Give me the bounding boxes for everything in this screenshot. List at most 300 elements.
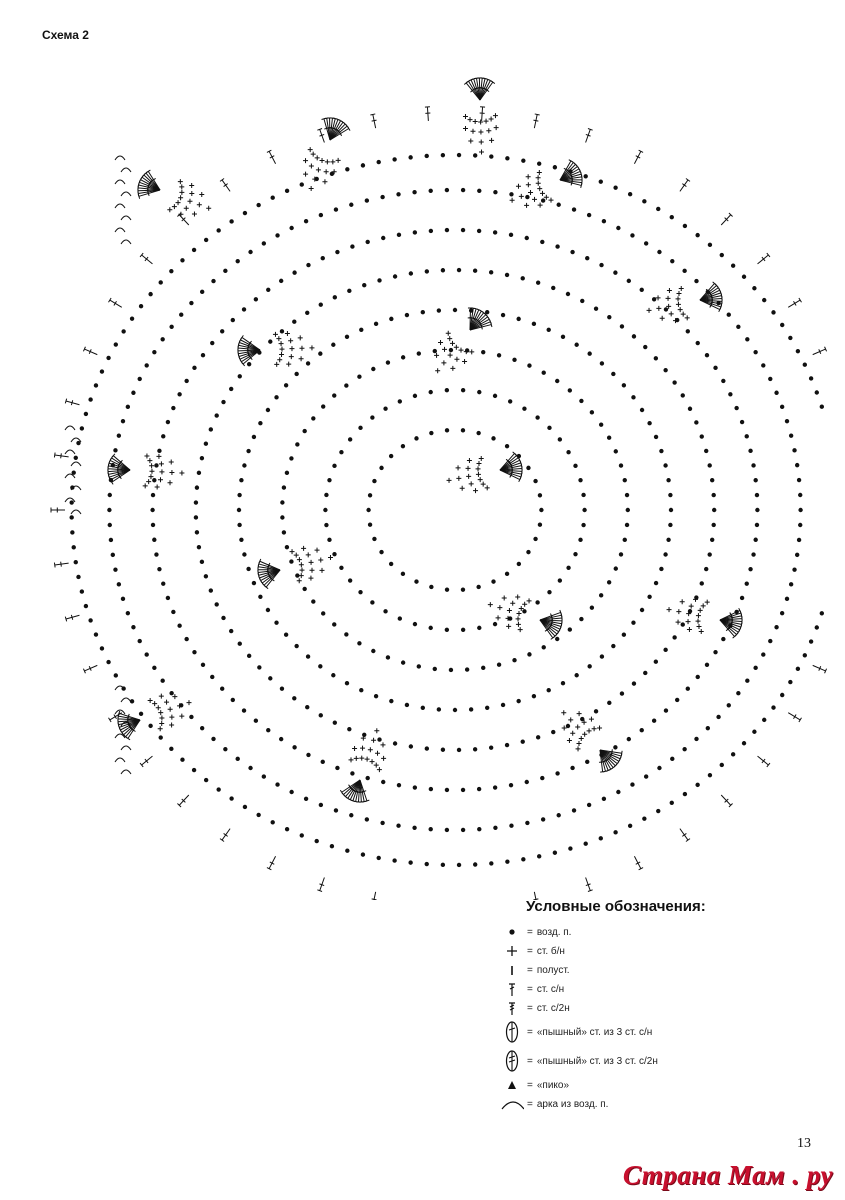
single-crochet — [308, 147, 313, 152]
chain-dot — [304, 220, 307, 223]
chain-dot — [319, 352, 322, 355]
chain-dot-icon — [500, 927, 524, 937]
chain-dot — [534, 479, 537, 482]
chain-dot — [247, 362, 250, 365]
chain-dot — [528, 653, 531, 656]
chain-dot — [541, 818, 544, 821]
single-crochet — [169, 715, 174, 720]
chain-dot — [521, 740, 524, 743]
chain-dot — [590, 411, 593, 414]
chain-dot — [332, 343, 335, 346]
single-crochet — [286, 362, 291, 367]
chain-dot — [200, 560, 203, 563]
chain-dot — [457, 153, 460, 156]
chain-dot — [360, 688, 363, 691]
chain-dot — [478, 626, 481, 629]
chain-dot — [714, 650, 717, 653]
chain-dot — [803, 363, 806, 366]
chain-dot — [632, 396, 635, 399]
chain-dot — [749, 449, 752, 452]
chain-dot — [755, 523, 758, 526]
chain-dot — [381, 195, 384, 198]
chain-dot — [194, 516, 197, 519]
single-crochet — [438, 340, 443, 345]
chain-dot — [599, 423, 602, 426]
chain-dot — [532, 322, 535, 325]
single-crochet — [178, 195, 183, 200]
single-crochet — [516, 184, 521, 189]
chain-dot — [664, 308, 667, 311]
single-crochet — [567, 738, 572, 743]
chain-dot — [151, 493, 154, 496]
single-crochet — [660, 316, 665, 321]
chain-dot — [312, 417, 315, 420]
chain-dot — [714, 366, 717, 369]
legend-equals: = — [527, 1079, 533, 1091]
double-crochet — [54, 453, 68, 459]
single-crochet — [325, 159, 330, 164]
chain-dot — [240, 478, 243, 481]
chain-dot — [181, 259, 184, 262]
legend-item-label: «пико» — [536, 1079, 570, 1091]
single-crochet — [478, 119, 483, 124]
single-crochet — [308, 576, 313, 581]
chain-dot — [238, 493, 241, 496]
single-crochet — [303, 172, 308, 177]
chain-dot — [510, 824, 513, 827]
chain-dot — [222, 400, 225, 403]
chain-dot — [644, 775, 647, 778]
single-crochet — [526, 182, 531, 187]
chain-dot — [193, 650, 196, 653]
chain-dot — [492, 437, 495, 440]
single-crochet — [149, 469, 154, 474]
chain-dot — [170, 747, 173, 750]
single-crochet — [476, 472, 481, 477]
legend-item — [500, 1000, 800, 1016]
chain-dot — [789, 680, 792, 683]
chain-dot — [240, 538, 243, 541]
chain-dot — [664, 648, 667, 651]
chain-dot — [683, 224, 686, 227]
chain-dot — [510, 193, 513, 196]
chain-dot — [257, 203, 260, 206]
chain-dot — [415, 580, 418, 583]
chain-dot — [695, 279, 698, 282]
single-crochet — [701, 603, 706, 608]
chain-dot — [477, 787, 480, 790]
chain-dot — [461, 588, 464, 591]
single-crochet — [538, 203, 543, 208]
single-crochet — [698, 608, 703, 613]
chain-dot — [195, 486, 198, 489]
chain-dot — [249, 766, 252, 769]
chain-dot — [312, 600, 315, 603]
chain-dot — [705, 354, 708, 357]
chain-dot — [547, 688, 550, 691]
chain-dot — [285, 471, 288, 474]
chain-dot — [820, 612, 823, 615]
chain-dot — [537, 162, 540, 165]
chain-dot — [588, 352, 591, 355]
chain-dot — [303, 587, 306, 590]
treble-crochet-icon — [500, 1000, 524, 1016]
chain-arch — [115, 180, 125, 184]
single-crochet — [273, 332, 278, 337]
single-crochet — [469, 349, 474, 354]
chain-dot — [224, 269, 227, 272]
chain-dot — [640, 608, 643, 611]
legend-equals: = — [527, 1098, 533, 1110]
chain-dot — [293, 271, 296, 274]
single-crochet — [299, 573, 304, 578]
chain-dot — [328, 538, 331, 541]
chain-dot — [209, 428, 212, 431]
chain-dot — [461, 828, 464, 831]
single-crochet — [168, 707, 173, 712]
chain-dot — [608, 315, 611, 318]
single-crochet — [289, 346, 294, 351]
chain-dot — [334, 809, 337, 812]
chain-dot — [197, 471, 200, 474]
chain-dot — [430, 585, 433, 588]
chain-dot — [523, 610, 526, 613]
chain-dot — [345, 335, 348, 338]
chain-dot — [393, 742, 396, 745]
single-crochet — [493, 113, 498, 118]
single-crochet — [687, 627, 692, 632]
chain-dot — [582, 523, 585, 526]
single-crochet — [276, 336, 281, 341]
chain-dot — [149, 724, 152, 727]
chain-dot — [307, 263, 310, 266]
legend-item — [500, 1048, 800, 1074]
single-crochet — [297, 578, 302, 583]
chain-dot — [820, 405, 823, 408]
single-crochet — [705, 600, 710, 605]
chain-dot — [620, 325, 623, 328]
chain-dot — [397, 193, 400, 196]
chain-dot — [474, 154, 477, 157]
chain-dot — [700, 435, 703, 438]
single-crochet — [466, 474, 471, 479]
chain-dot — [508, 400, 511, 403]
chain-dot — [211, 341, 214, 344]
chain-dot — [401, 356, 404, 359]
chain-dot — [159, 281, 162, 284]
scheme-title: Схема 2 — [42, 28, 89, 42]
chain-dot — [243, 553, 246, 556]
chain-dot — [238, 523, 241, 526]
chain-dot — [722, 637, 725, 640]
chain-dot — [441, 863, 444, 866]
legend-item — [500, 1019, 800, 1045]
single-crochet — [315, 548, 320, 553]
chain-dot — [290, 560, 293, 563]
chain-arch-icon — [500, 1098, 524, 1110]
single-crochet — [381, 756, 386, 761]
chain-dot — [279, 737, 282, 740]
single-crochet — [454, 345, 459, 350]
chain-dot — [763, 718, 766, 721]
chain-dot — [710, 479, 713, 482]
single-crochet — [478, 129, 483, 134]
chain-dot — [731, 753, 734, 756]
chain-dot — [290, 790, 293, 793]
chain-dot — [644, 345, 647, 348]
chain-dot — [84, 604, 87, 607]
single-crochet — [680, 599, 685, 604]
chain-dot — [652, 298, 655, 301]
chain-dot — [333, 552, 336, 555]
chain-dot — [94, 384, 97, 387]
single-crochet — [168, 480, 173, 485]
double-crochet — [177, 213, 188, 225]
chain-dot — [77, 575, 80, 578]
single-crochet — [686, 619, 691, 624]
chain-dot — [114, 343, 117, 346]
chain-arch — [115, 228, 125, 232]
chain-dot — [517, 562, 520, 565]
chain-dot — [705, 663, 708, 666]
chain-dot — [373, 479, 376, 482]
double-crochet — [51, 508, 65, 513]
single-crochet — [526, 174, 531, 179]
chain-dot — [664, 709, 667, 712]
single-crochet — [446, 331, 451, 336]
chain-dot — [556, 245, 559, 248]
chain-dot — [333, 721, 336, 724]
chain-dot — [505, 572, 508, 575]
chain-dot — [648, 595, 651, 598]
single-crochet — [667, 288, 672, 293]
chain-dot — [398, 400, 401, 403]
chain-dot — [243, 464, 246, 467]
legend-item-label: ст. с/н — [536, 983, 565, 995]
single-crochet — [322, 179, 327, 184]
chain-dot — [625, 523, 628, 526]
single-crochet — [587, 728, 592, 733]
chain-dot — [553, 851, 556, 854]
chain-dot — [139, 712, 142, 715]
double-crochet — [634, 150, 643, 164]
chain-dot — [285, 827, 288, 830]
chain-dot — [266, 608, 269, 611]
chain-dot — [190, 715, 193, 718]
chain-dot — [664, 464, 667, 467]
chain-dot — [231, 698, 234, 701]
single-crochet — [144, 453, 149, 458]
chain-dot — [494, 190, 497, 193]
single-crochet — [274, 362, 279, 367]
chain-dot — [785, 419, 788, 422]
chain-dot — [681, 623, 684, 626]
chain-dot — [386, 361, 389, 364]
chain-dot — [276, 234, 279, 237]
single-crochet — [696, 624, 701, 629]
chain-dot — [660, 449, 663, 452]
chain-dot — [735, 406, 738, 409]
single-crochet — [159, 694, 164, 699]
single-crochet — [172, 204, 177, 209]
chain-dot — [330, 845, 333, 848]
chain-dot — [809, 640, 812, 643]
chain-dot — [114, 568, 117, 571]
chain-dot — [107, 660, 110, 663]
chain-dot — [333, 394, 336, 397]
chain-dot — [643, 817, 646, 820]
chain-dot — [631, 783, 634, 786]
single-crochet — [536, 175, 541, 180]
chain-dot — [389, 562, 392, 565]
chain-dot — [753, 287, 756, 290]
chain-dot — [126, 611, 129, 614]
single-crochet — [184, 206, 189, 211]
chain-dot — [627, 737, 630, 740]
chain-dot — [368, 523, 371, 526]
single-crochet — [189, 183, 194, 188]
chain-dot — [696, 675, 699, 678]
chain-dot — [762, 653, 765, 656]
single-crochet — [318, 557, 323, 562]
chain-arch — [65, 450, 75, 454]
single-crochet — [494, 125, 499, 130]
chain-dot — [282, 531, 285, 534]
chain-dot — [284, 384, 287, 387]
single-crochet — [279, 347, 284, 352]
legend-item — [500, 924, 800, 940]
chain-dot — [445, 588, 448, 591]
chain-dot — [269, 340, 272, 343]
single-crochet — [516, 622, 521, 627]
chain-dot — [713, 508, 716, 511]
double-crochet — [370, 892, 376, 900]
chain-dot — [109, 538, 112, 541]
chain-dot — [664, 368, 667, 371]
chain-dot — [282, 486, 285, 489]
single-crochet — [189, 191, 194, 196]
chain-dot — [373, 537, 376, 540]
chain-dot — [473, 748, 476, 751]
single-crochet — [299, 568, 304, 573]
single-crochet — [380, 742, 385, 747]
chain-dot — [664, 553, 667, 556]
chain-dot — [108, 523, 111, 526]
chain-dot — [752, 464, 755, 467]
chain-dot — [625, 493, 628, 496]
chain-dot — [575, 343, 578, 346]
single-crochet — [468, 117, 473, 122]
single-crochet — [576, 746, 581, 751]
chain-dot — [405, 703, 408, 706]
chain-dot — [686, 687, 689, 690]
chain-dot — [587, 213, 590, 216]
chain-dot — [552, 730, 555, 733]
chain-dot — [430, 431, 433, 434]
single-crochet — [473, 488, 478, 493]
chain-dot — [675, 698, 678, 701]
double-crochet — [220, 829, 230, 842]
chain-dot — [648, 422, 651, 425]
single-crochet — [148, 474, 153, 479]
chain-dot — [688, 407, 691, 410]
chain-dot — [351, 772, 354, 775]
single-crochet — [368, 747, 373, 752]
chain-dot — [477, 229, 480, 232]
chain-dot — [325, 523, 328, 526]
chain-dot — [254, 719, 257, 722]
chain-dot — [252, 581, 255, 584]
chain-dot — [285, 545, 288, 548]
chain-dot — [614, 186, 617, 189]
double-crochet — [112, 454, 130, 470]
chain-dot — [762, 364, 765, 367]
chain-dot — [746, 679, 749, 682]
chain-dot — [775, 391, 778, 394]
chain-dot — [789, 583, 792, 586]
double-crochet — [586, 877, 593, 891]
chain-dot — [166, 596, 169, 599]
double-crochet — [533, 114, 539, 128]
chain-dot — [111, 553, 114, 556]
single-crochet — [456, 476, 461, 481]
chain-dot — [742, 742, 745, 745]
picot-icon — [500, 1080, 524, 1090]
chain-dot — [201, 354, 204, 357]
single-crochet — [179, 714, 184, 719]
chain-dot — [449, 348, 452, 351]
chain-dot — [322, 612, 325, 615]
chain-arch — [71, 510, 81, 514]
chain-dot — [230, 797, 233, 800]
chain-dot — [628, 824, 631, 827]
chain-dot — [540, 508, 543, 511]
chain-dot — [797, 538, 800, 541]
chain-dot — [505, 444, 508, 447]
single-crochet — [299, 346, 304, 351]
chain-arch — [65, 426, 75, 430]
chain-dot — [457, 268, 460, 271]
chain-dot — [753, 730, 756, 733]
single-crochet — [496, 615, 501, 620]
chain-dot — [441, 153, 444, 156]
single-crochet — [277, 357, 282, 362]
chain-dot — [295, 644, 298, 647]
chain-dot — [100, 370, 103, 373]
chain-dot — [296, 443, 299, 446]
chain-dot — [382, 236, 385, 239]
chain-dot — [712, 523, 715, 526]
single-crochet — [158, 710, 163, 715]
single-crochet — [290, 549, 295, 554]
chain-dot — [242, 709, 245, 712]
single-crochet — [199, 192, 204, 197]
slip-stitch-icon — [500, 964, 524, 976]
chain-dot — [360, 328, 363, 331]
chain-dot — [557, 814, 560, 817]
chain-dot — [474, 863, 477, 866]
chain-dot — [130, 317, 133, 320]
single-crochet — [206, 206, 211, 211]
chain-dot — [172, 406, 175, 409]
chain-dot — [77, 441, 80, 444]
single-crochet — [309, 345, 314, 350]
single-crochet — [561, 710, 566, 715]
chain-dot — [371, 416, 374, 419]
chain-dot — [795, 553, 798, 556]
single-crochet — [576, 741, 581, 746]
double-crochet — [220, 179, 230, 192]
